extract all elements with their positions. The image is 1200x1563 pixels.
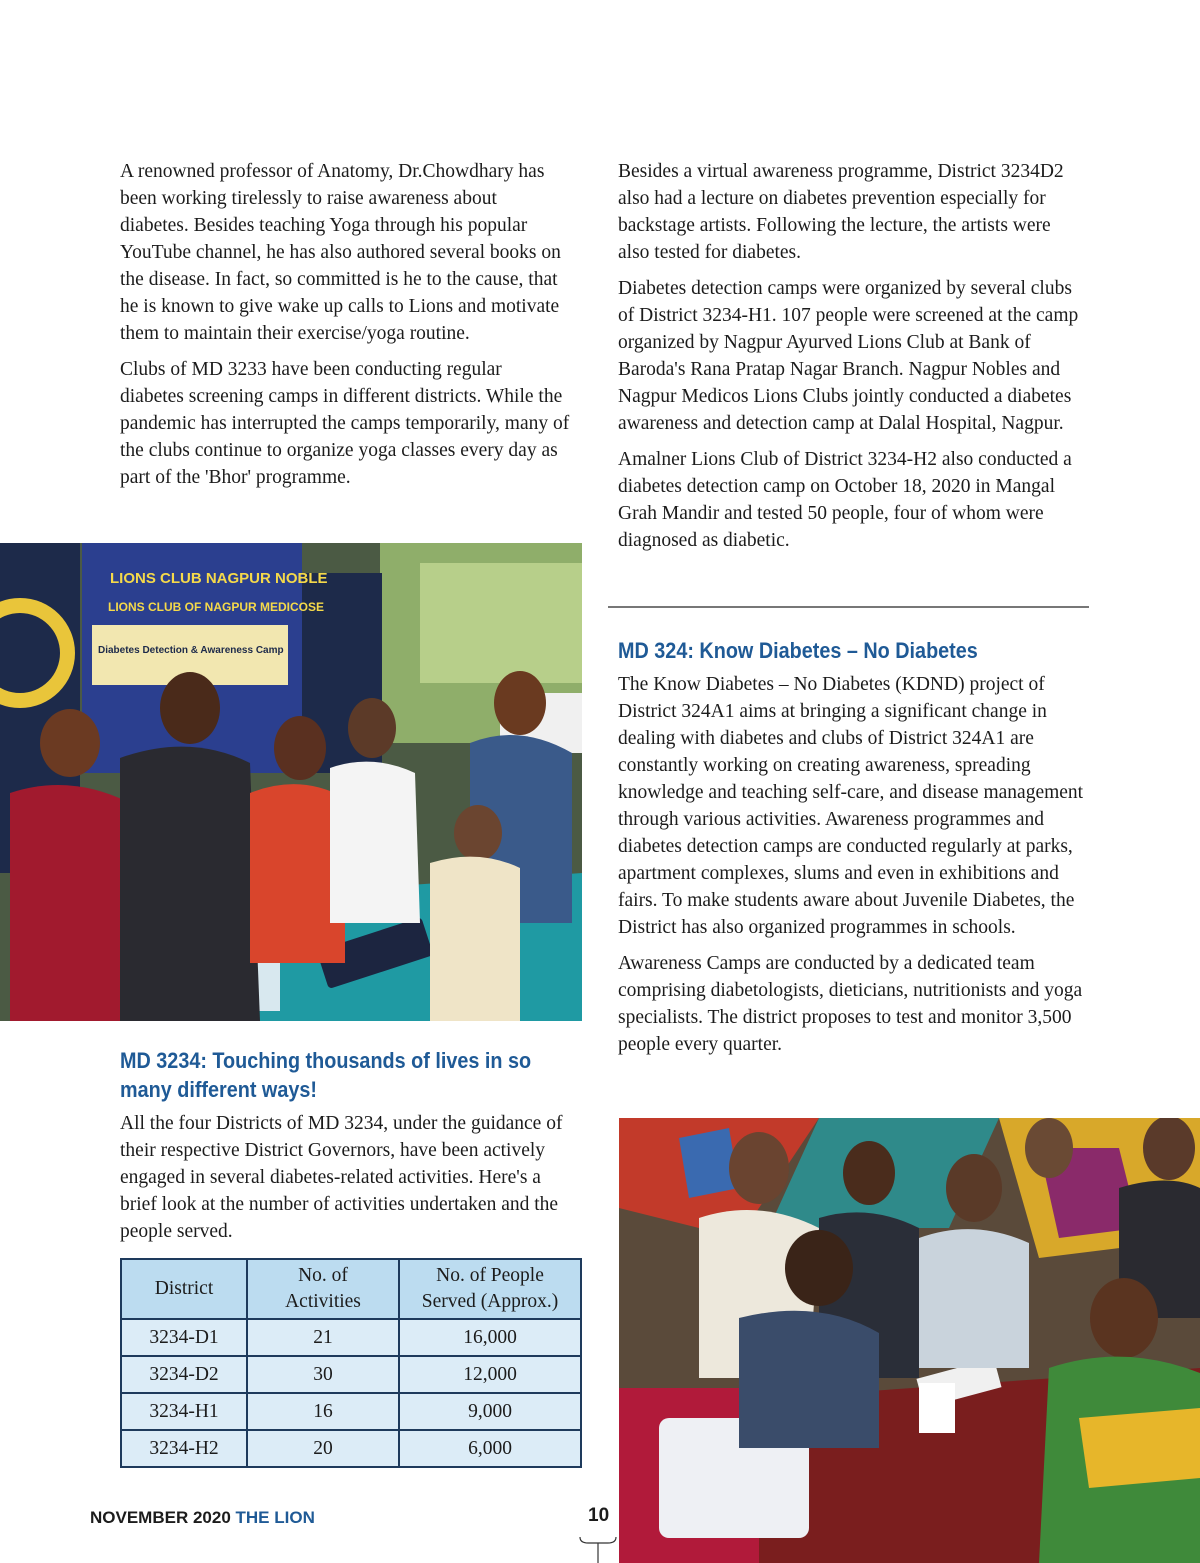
camp-photo-testing [619, 1118, 1200, 1563]
page-footer [90, 1508, 315, 1528]
paragraph: Amalner Lions Club of District 3234-H2 also conducted a diabetes detection camp on October 18, 2020 in Mangal Grah Mandir and tested 50 people, four of whom were diagnosed as diabetic. [618, 449, 1072, 551]
table-row [121, 1430, 581, 1467]
section-heading: MD 324: Know Diabetes – No Diabetes [618, 638, 978, 663]
table-cell: 20 [247, 1430, 399, 1467]
column-header: District [121, 1259, 247, 1319]
paragraph: Awareness Camps are conducted by a dedicated team comprising diabetologists, dieticians, nutritionists and yoga specialists. The district proposes to test and monitor 3,500 people every quarter. [618, 953, 1083, 1055]
table-cell: 21 [247, 1319, 399, 1356]
paragraph: Diabetes detection camps were organized by several clubs of District 3234-H1. 107 people were screened at the camp organized by Nagpur Ayurved Lions Club at Bank of Baroda's Rana Pratap Nagar Branch. Nagpur Nobles and Nagpur Medicos Lions Clubs jointly conducted a diabetes awareness and detection camp at Dalal Hospital, Nagpur. [618, 278, 1079, 434]
table-cell: 3234-D1 [121, 1319, 247, 1356]
section-heading: MD 3234: Touching thousands of lives in so many different ways! [120, 1048, 532, 1102]
column-header [399, 1259, 581, 1319]
table-cell: 12,000 [399, 1356, 581, 1393]
table-header-row [121, 1259, 581, 1319]
section-divider [608, 606, 1089, 608]
banner-text: LIONS CLUB OF NAGPUR MEDICOSE [108, 600, 325, 614]
table-cell: 9,000 [399, 1393, 581, 1430]
page-number: 10 [588, 1505, 610, 1526]
table-cell: 16 [247, 1393, 399, 1430]
table-cell: 6,000 [399, 1430, 581, 1467]
banner-text: Diabetes Detection & Awareness Camp [98, 645, 284, 656]
paragraph: Besides a virtual awareness programme, District 3234D2 also had a lecture on diabetes prevention especially for backstage artists. Following the lecture, the artists were also tested for diabetes. [618, 161, 1064, 263]
left-column-top [120, 158, 570, 500]
table-row [121, 1319, 581, 1356]
camp-photo-nagpur [0, 543, 582, 1021]
paragraph: The Know Diabetes – No Diabetes (KDND) project of District 324A1 aims at bringing a significant change in dealing with diabetes and clubs of District 324A1 are constantly working on creating awareness, spreading knowledge and teaching self-care, and disease management through various activities. Awareness programmes and diabetes detection camps are conducted regularly at parks, apartment complexes, slums and even in exhibitions and fairs. To make students aware about Juvenile Diabetes, the District has also organized programmes in schools. [618, 674, 1084, 938]
section-md3234 [120, 1046, 582, 1254]
table-cell: 3234-D2 [121, 1356, 247, 1393]
header-text: No. of Activities [285, 1265, 361, 1312]
table-cell: 30 [247, 1356, 399, 1393]
table-cell: 16,000 [399, 1319, 581, 1356]
footer-date: NOVEMBER 2020 [90, 1508, 231, 1527]
paragraph: A renowned professor of Anatomy, Dr.Chowdhary has been working tirelessly to raise awareness about diabetes. Besides teaching Yoga through his popular YouTube channel, he has also authored several books on the disease. In fact, so committed is he to the cause, that he is known to give wake up calls to Lions and motivate them to maintain their exercise/yoga routine. [120, 161, 561, 344]
banner-text: LIONS CLUB NAGPUR NOBLE [110, 570, 328, 587]
paragraph: Clubs of MD 3233 have been conducting regular diabetes screening camps in different districts. While the pandemic has interrupted the camps temporarily, many of the clubs continue to organize yoga classes every day as part of the 'Bhor' programme. [120, 359, 570, 488]
page-number-bracket-icon [578, 1535, 618, 1563]
publication-name: THE LION [235, 1508, 315, 1527]
table-row [121, 1393, 581, 1430]
table-row [121, 1356, 581, 1393]
table-cell: 3234-H2 [121, 1430, 247, 1467]
paragraph: All the four Districts of MD 3234, under the guidance of their respective District Governors, have been actively engaged in several diabetes-related activities. Here's a brief look at the number of activities undertaken and the people served. [120, 1113, 563, 1242]
right-column-top [618, 158, 1080, 563]
column-header [247, 1259, 399, 1319]
activities-table [120, 1258, 582, 1468]
header-text: No. of People Served (Approx.) [421, 1265, 559, 1312]
table-cell: 3234-H1 [121, 1393, 247, 1430]
section-md324 [618, 636, 1086, 1067]
